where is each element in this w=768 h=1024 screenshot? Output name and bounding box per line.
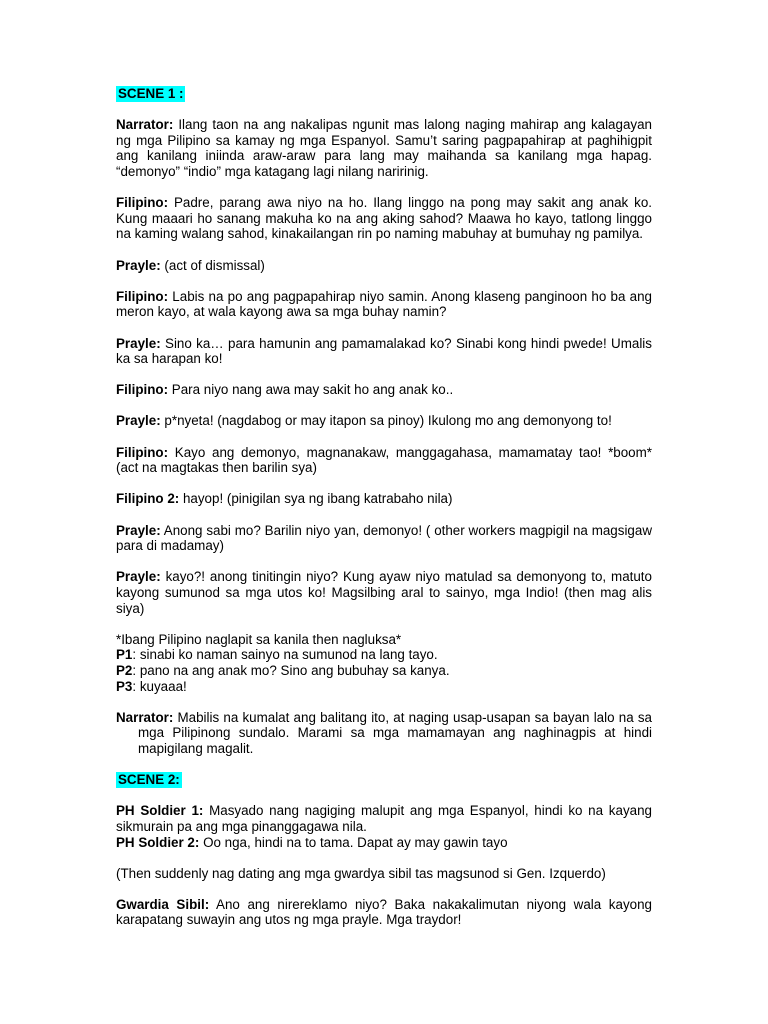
dialogue-block (116, 336, 652, 367)
speaker-name: PH Soldier 2: (116, 834, 200, 850)
dialogue-text: kayo?! anong tinitingin niyo? Kung ayaw niyo matulad sa demonyong to, matuto kayong sumunod sa mga utos ko! Magsilbing aral to sainyo, mga Indio! (then mag alis siya) (116, 569, 652, 616)
soldier-1-line (116, 803, 652, 834)
speaker-name: Filipino: (116, 444, 169, 460)
speaker-name: P1 (116, 647, 133, 663)
dialogue-text: : pano na ang anak mo? Sino ang bubuhay sa kanya. (132, 662, 450, 678)
dialogue-text: Labis na po ang pagpapahirap niyo samin. Anong klaseng panginoon ho ba ang meron kayo, at wala kayong awa sa mga buhay namin? (116, 288, 652, 320)
dialogue-block (116, 195, 652, 242)
dialogue-block (116, 258, 652, 274)
speaker-name: Prayle: (116, 413, 161, 429)
dialogue-text: Ano ang nirereklamo niyo? Baka nakakalimutan niyong wala kayong karapatang suwayin ang utos ng mga prayle. Mga traydor! (116, 896, 652, 928)
dialogue-block (116, 289, 652, 320)
dialogue-text: : kuyaaa! (132, 678, 187, 694)
dialogue-text: Oo nga, hindi na to tama. Dapat ay may gawin tayo (203, 834, 508, 850)
dialogue-block (116, 445, 652, 476)
speaker-name: Prayle: (116, 257, 161, 273)
speaker-name: Filipino: (116, 382, 169, 398)
dialogue-block (116, 117, 652, 179)
speaker-name: PH Soldier 1: (116, 803, 204, 819)
scene-1-dialogue (116, 117, 652, 616)
speaker-name: Prayle: (116, 569, 161, 585)
dialogue-text: Kayo ang demonyo, magnanakaw, manggagahasa, mamamatay tao! *boom* (act na magtakas then barilin sya) (116, 444, 652, 476)
speaker-name: Prayle: (116, 522, 161, 538)
speaker-name: Filipino: (116, 195, 169, 211)
gwardia-line (116, 897, 652, 928)
dialogue-text: Para niyo nang awa may sakit ho ang anak ko.. (171, 382, 454, 398)
dialogue-text: Padre, parang awa niyo na ho. Ilang linggo na pong may sakit ang anak ko. Kung maaari ho sanang makuha ko na ang aking sahod? Maawa ho kayo, tatlong linggo na kaming walang sahod, kinakailangan rin po naming mabuhay at bumuhay ng pamilya. (116, 195, 652, 242)
soldier-2-line (116, 835, 652, 851)
speaker-name: Filipino: (116, 288, 169, 304)
dialogue-text: : sinabi ko naman sainyo na sumunod na lang tayo. (132, 647, 438, 663)
dialogue-text: hayop! (pinigilan sya ng ibang katrabaho nila) (182, 491, 453, 507)
dialogue-text: Ilang taon na ang nakalipas ngunit mas lalong naging mahirap ang kalagayan ng mga Pilipino sa kamay ng mga Espanyol. Samu’t saring pagpapahirap at paghihigpit ang kanilang iniinda araw-araw para lang may maihanda sa kanilang mga hapag. “demonyo” “indio” mga katagang lagi nilang naririnig. (116, 117, 652, 179)
script-page (116, 86, 652, 944)
dialogue-text: Masyado nang nagiging malupit ang mga Espanyol, hindi ko na kayang sikmurain pa ang mga pinanggagawa nila. (116, 803, 652, 834)
dialogue-block (116, 491, 652, 507)
narrator-closing (116, 710, 652, 757)
speaker-name: P3 (116, 678, 133, 694)
crowd-line-p1 (116, 647, 652, 663)
speaker-name: Filipino 2: (116, 491, 180, 507)
stage-direction: (Then suddenly nag dating ang mga gwardya sibil tas magsunod si Gen. Izquerdo) (116, 865, 606, 881)
speaker-name: Gwardia Sibil: (116, 896, 210, 912)
scene-2-heading (116, 772, 652, 803)
scene-1-label: SCENE 1 : (118, 86, 184, 101)
dialogue-block (116, 382, 652, 398)
dialogue-block (116, 413, 652, 429)
dialogue-text: p*nyeta! (nagdabog or may itapon sa pinoy) Ikulong mo ang demonyong to! (164, 413, 612, 429)
dialogue-block (116, 569, 652, 616)
dialogue-block (116, 523, 652, 554)
speaker-name: P2 (116, 662, 133, 678)
crowd-lament (116, 632, 652, 694)
scene-1-heading (116, 86, 652, 117)
scene-2-label: SCENE 2: (118, 772, 180, 788)
crowd-intro: *Ibang Pilipino naglapit sa kanila then nagluksa* (116, 631, 402, 647)
speaker-name: Narrator: (116, 117, 174, 133)
speaker-name: Narrator: (116, 709, 174, 725)
dialogue-text: (act of dismissal) (164, 257, 265, 273)
dialogue-text: Mabilis na kumalat ang balitang ito, at naging usap-usapan sa bayan lalo na sa mga Pilipinong sundalo. Marami sa mga mamamayan ang naghinagpis at hindi mapigilang magalit. (138, 709, 652, 756)
soldiers-dialogue (116, 803, 652, 850)
dialogue-text: Anong sabi mo? Barilin niyo yan, demonyo! ( other workers magpigil na magsigaw para di madamay) (116, 522, 652, 554)
speaker-name: Prayle: (116, 335, 161, 351)
dialogue-text: Sino ka… para hamunin ang pamamalakad ko? Sinabi kong hindi pwede! Umalis ka sa harapan ko! (116, 335, 652, 367)
crowd-line-p2 (116, 663, 652, 679)
crowd-line-p3 (116, 679, 652, 695)
